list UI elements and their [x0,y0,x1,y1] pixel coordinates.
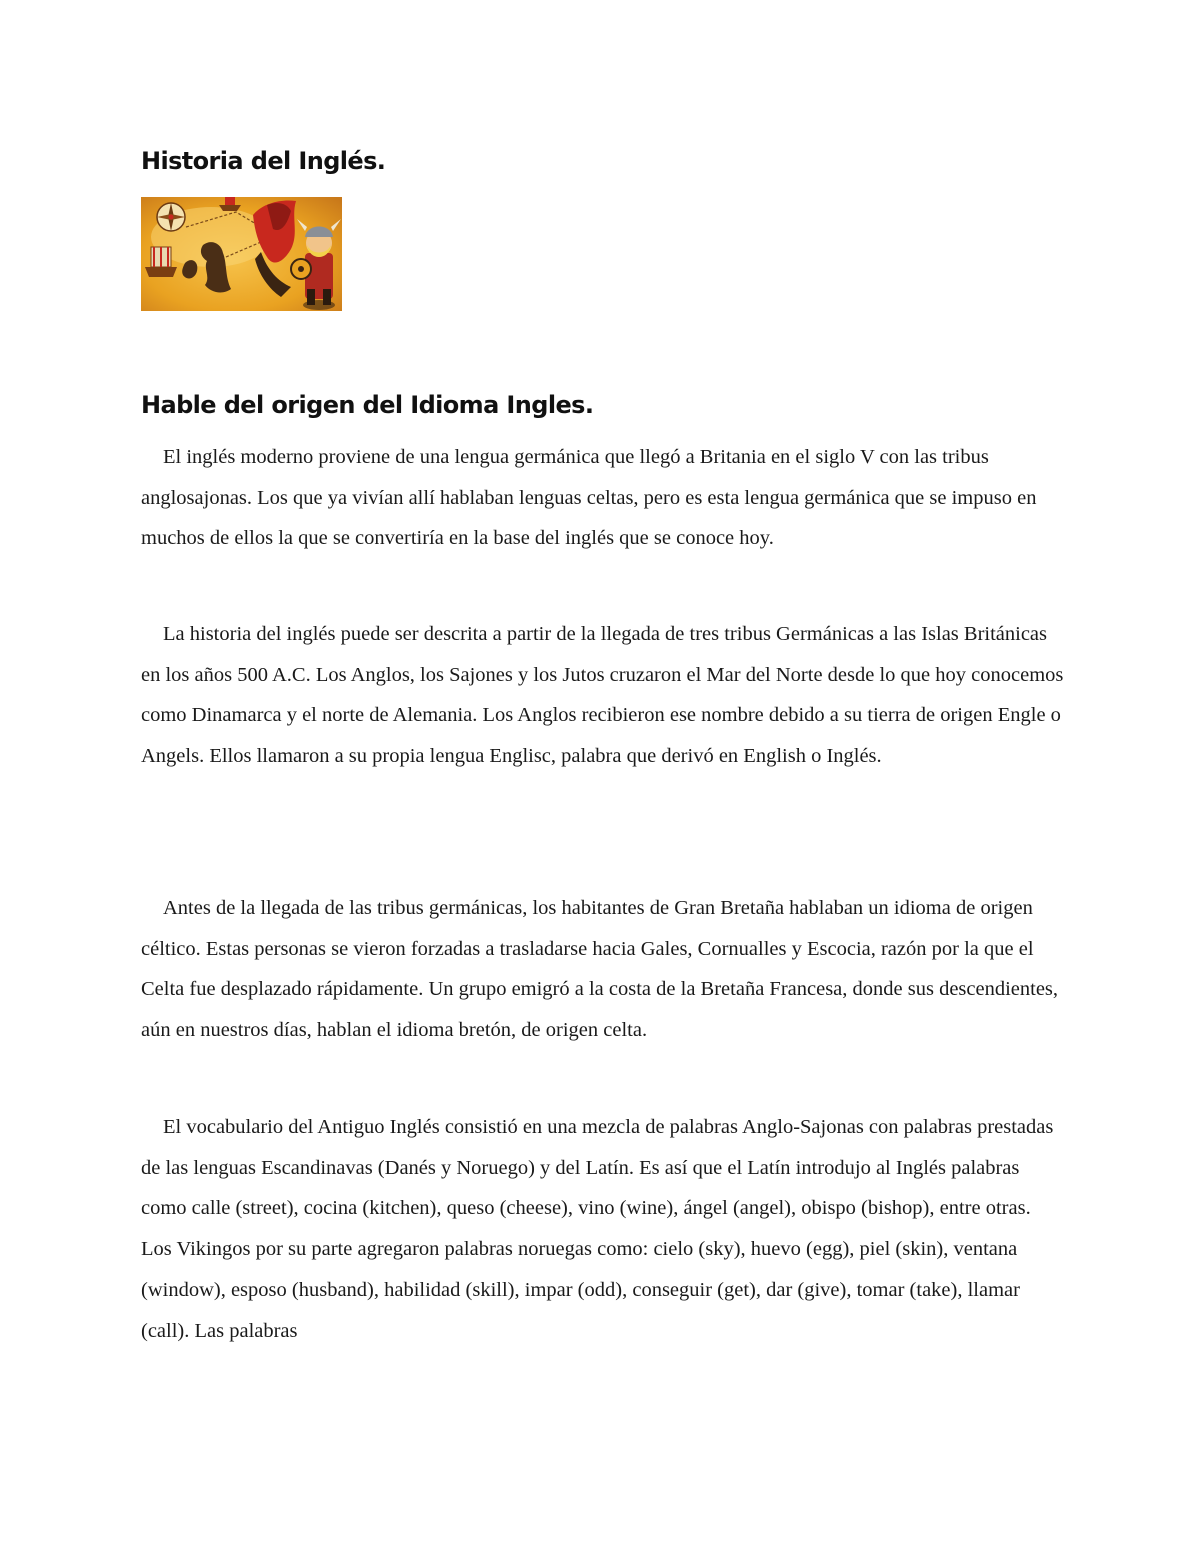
body-paragraph: El inglés moderno proviene de una lengua germánica que llegó a Britania en el siglo V con las tribus anglosajonas. Los que ya vivían allí hablaban lenguas celtas, pero es esta lengua germánica que se impuso en muchos de ellos la que se convertiría en la base del inglés que se conoce hoy. [141,446,1037,550]
body-paragraph: El vocabulario del Antiguo Inglés consistió en una mezcla de palabras Anglo-Sajonas con palabras prestadas de las lenguas Escandinavas (Danés y Noruego) y del Latín. Es así que el Latín introdujo al Inglés palabras como calle (street), cocina (kitchen), queso (cheese), vino (wine), ángel (angel), obispo (bishop), entre otras. Los Vikingos por su parte agregaron palabras noruegas como: cielo (sky), huevo (egg), piel (skin), ventana (window), esposo (husband), habilidad (skill), impar (odd), conseguir (get), dar (give), tomar (take), llamar (call). Las palabras [141,1116,1054,1342]
body-paragraph: Antes de la llegada de las tribus germánicas, los habitantes de Gran Bretaña hablaban un idioma de origen céltico. Estas personas se vieron forzadas a trasladarse hacia Gales, Cornualles y Escocia, razón por la que el Celta fue desplazado rápidamente. Un grupo emigró a la costa de la Bretaña Francesa, donde sus descendientes, aún en nuestros días, hablan el idioma bretón, de origen celta. [141,897,1059,1042]
document-title: Historia del Inglés. [141,147,386,175]
section-heading: Hable del origen del Idioma Ingles. [141,391,594,419]
viking-map-illustration-icon [141,197,342,311]
body-paragraph: La historia del inglés puede ser descrita a partir de la llegada de tres tribus Germánicas a las Islas Británicas en los años 500 A.C. Los Anglos, los Sajones y los Jutos cruzaron el Mar del Norte desde lo que hoy conocemos como Dinamarca y el norte de Alemania. Los Anglos recibieron ese nombre debido a su tierra de origen Engle o Angels. Ellos llamaron a su propia lengua Englisc, palabra que derivó en English o Inglés. [141,623,1064,768]
